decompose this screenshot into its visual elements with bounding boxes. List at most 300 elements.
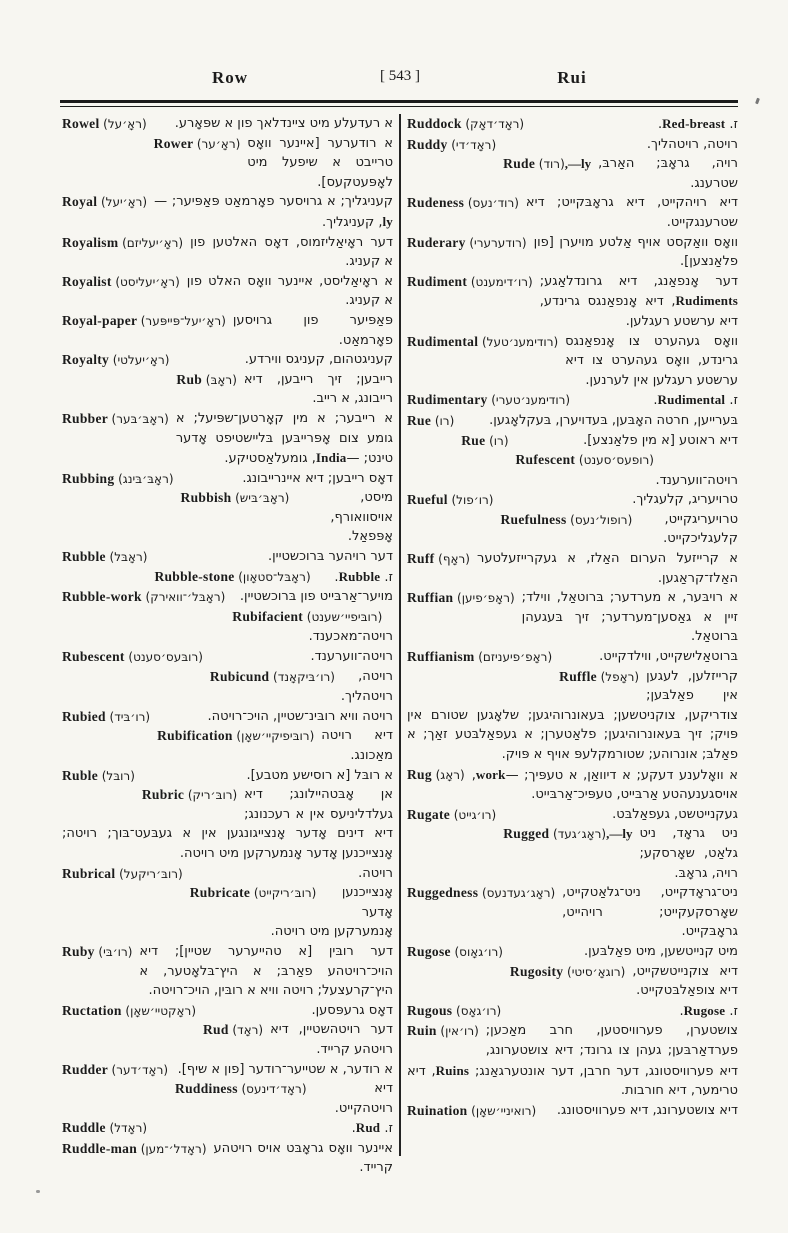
entry-definition: א וואָלענע דעקע; א דיוואַן, א טעפּיך; —work, אויסגענעהטע אַרבּייט, טעפּיכ־אַרבּייט. (471, 766, 738, 803)
latin-cross-reference: work (475, 766, 506, 782)
headword-text: Rubifacient (232, 608, 307, 624)
headword-text: Ructation (62, 1002, 126, 1018)
headword-text: Rubric (141, 787, 188, 803)
dictionary-entry (62, 1079, 393, 1118)
entry-headword (407, 272, 533, 293)
entry-headword (62, 1001, 196, 1022)
pronunciation: (ראָקטיי׳שאָן) (125, 1003, 196, 1018)
entry-definition: אן אָבּטהיילונג; דיא געלדליניעס אין א רעכנונג; דיא דינים אָדער אָנצייגונגען אין א געבּעט־בּוך; רויטה; אָנצייכנען אָדער אָנמערקען מיט רויטה. (62, 787, 393, 861)
entry-headword (62, 350, 169, 371)
entry-headword (503, 154, 591, 175)
latin-cross-reference: Ruins (435, 1062, 470, 1078)
headword-text: Ruddle-man (62, 1140, 141, 1156)
entry-headword (407, 114, 524, 135)
entry-definition: רויטה־מאכענד. (308, 629, 393, 645)
pronunciation: (רו) (489, 433, 509, 448)
entry-headword (154, 567, 310, 588)
entry-headword (510, 962, 625, 983)
entry-headword (62, 864, 183, 885)
pronunciation: (ראָג׳געדנעס) (481, 886, 556, 901)
pronunciation: (ראָפל) (600, 669, 640, 684)
dictionary-entry (62, 726, 393, 765)
headword-text: Royalist (62, 273, 116, 289)
entry-headword (62, 311, 226, 332)
entry-definition: ז. Rud. (351, 1120, 393, 1137)
headword-text: Rubification (157, 728, 237, 744)
entry-definition: א רעדעלע מיט ציינדלאך פון א שפּאָרע. (174, 116, 393, 131)
headword-text: Ruddock (407, 116, 466, 131)
entry-definition: א רייבער; א מין קאָרטען־שפּיעל; א גומע צום אָפּרייבּען בּליישטיפט אָדער טינט; —India, גומעלאַסטיקע. (175, 410, 393, 467)
dictionary-entry (407, 135, 738, 155)
entry-headword (407, 805, 496, 826)
dictionary-entry (407, 1021, 738, 1100)
headword-text: Rubber (62, 410, 112, 426)
entry-headword (407, 942, 503, 963)
latin-cross-reference: Rugose (683, 1002, 726, 1018)
entry-definition: צושטערן, פערוויסטען, חרב מאַכען; פערדאַרבּען; געהן צו גרונד; דיא צושטערונג, דיא פערוויסטונג, דער חרבן, דער אונטערגאַנג; Ruins, דיא טרימער, דיא חורבות. (407, 1023, 738, 1099)
entry-definition: געקנייטשט, געפאַלבּט. (612, 806, 738, 822)
entry-headword (503, 824, 632, 845)
entry-definition: מויער־אַרבּייט פון בּרוכשטיין. (239, 589, 393, 605)
headword-text: Rubied (62, 708, 110, 724)
entry-headword (407, 588, 515, 609)
guide-word-right: Rui (557, 68, 587, 87)
entry-headword (407, 647, 552, 668)
headword-text: Rue (407, 412, 435, 428)
pronunciation: (ראָפ׳פיען) (457, 591, 515, 606)
entry-definition: קרייזלען, לעגען אין פאַלבּען; צודריקען, צוקניטשען; בּעאונרוהיגען; שלאָגען שטורם אין פּויק; זיך בּעאונרוהיגען; פלאַטערן; א געפאַלבּטע זאַך; א פאַלבּ; אונרוהע; שטורמקלעפּ אויף א פּויק. (407, 668, 738, 762)
entry-headword (407, 332, 558, 353)
pronunciation: (ראָבּ׳בּער) (111, 411, 169, 426)
pronunciation: (ראָד׳דינעס) (241, 1082, 307, 1097)
headword-text: Ruffianism (407, 649, 479, 665)
pronunciation: (רו׳פול) (451, 493, 494, 508)
entry-headword (461, 431, 508, 452)
headword-text: Rudiment (407, 273, 471, 289)
dictionary-entry (407, 1001, 738, 1022)
pronunciation: (ראָדל) (109, 1121, 148, 1136)
pronunciation: (רופעס׳סענט) (578, 453, 654, 468)
dictionary-entry (407, 883, 738, 942)
entry-definition: דער אָנפאַנג, דיא גרונדלאַגע; Rudiments, דיא אָנפאַנגס גרינדע, דיא ערשטע רעגלען. (539, 273, 738, 329)
entry-definition: דער רויטהשטיין, דיא רויטהע קרייד. (270, 1022, 393, 1057)
entry-headword (407, 390, 570, 411)
headword-text: Rubble-work (62, 589, 146, 605)
pronunciation: (ראָד׳דער) (111, 1062, 169, 1077)
latin-cross-reference: ly (382, 213, 393, 229)
entry-definition: ז. Rubble. (334, 568, 393, 585)
entry-definition: דיא רויהקייט, דיא גראָבּקייט; דיא שטרענגקייט. (525, 195, 738, 230)
dictionary-entry (62, 114, 393, 134)
dictionary-entry (62, 1001, 393, 1021)
dictionary-entry (62, 488, 393, 547)
pronunciation: (רו׳דימענט) (470, 274, 533, 289)
headword-text: Rower (153, 135, 197, 151)
entry-definition: ניט־גראָדקייט, ניט־גלאַטקייט, שאָרסקעקייט; רויהייט, גראָבּקייט. (562, 885, 738, 940)
headword-text: Rugged (503, 826, 553, 842)
entry-definition: דיא רויטהקייט. (334, 1081, 393, 1116)
entry-definition: איינער וואָס גראָבּט אויס רויטהע קרייד. (213, 1140, 393, 1174)
entry-definition: רויטה־ווערענד. (310, 649, 393, 665)
pronunciation: (רו׳גאָס) (456, 1003, 502, 1018)
entry-definition: דיא רויטה מאַכונג. (321, 728, 393, 763)
entry-definition: רויטה־ווערענד. (655, 472, 738, 488)
headword-text: Royal-paper (62, 312, 141, 328)
entry-headword (62, 1118, 147, 1139)
column-divider (399, 114, 401, 1156)
entry-definition: דער רויהער בּרוכשטיין. (268, 549, 393, 565)
pronunciation: (ראָד) (232, 1023, 264, 1038)
headword-text: Rubble-stone (154, 568, 239, 584)
pronunciation: (רוד׳נעס) (467, 196, 519, 211)
page-number: [ 543 ] (380, 68, 420, 84)
pronunciation: (ראָד׳דאָק) (465, 117, 525, 131)
entry-definition: דאָס רייבען; דיא איינרייבונג. (242, 470, 393, 486)
headword-text: Ruby (62, 943, 99, 959)
headword-text: Rueful (407, 492, 452, 508)
headword-text: Ruefulness (500, 511, 571, 527)
headword-text: Rudeness (407, 195, 468, 211)
dictionary-entry (62, 567, 393, 588)
dictionary-entry (62, 1020, 393, 1059)
pronunciation: (רודימענ׳טעל) (481, 334, 559, 349)
headword-text: Ruination (407, 1102, 472, 1118)
dictionary-entry (62, 134, 393, 193)
headword-text: Rubescent (62, 649, 129, 665)
headword-text: Rudimentary (407, 392, 492, 408)
dictionary-entry (407, 962, 738, 1001)
entry-definition: א רודערער [איינער וואָס טרייבט א שיפעל מיט לאָפּעטקעס]. (247, 135, 393, 190)
entry-definition: דאָס גרעפּסען. (311, 1002, 393, 1018)
latin-cross-reference: Red-breast (662, 116, 726, 131)
headword-text: Rufescent (515, 452, 579, 468)
headword-text: Rudimental (407, 333, 482, 349)
headword-text: Ruffian (407, 590, 458, 606)
headword-text: Rug (407, 766, 436, 782)
dictionary-entry (407, 390, 738, 411)
entry-headword (154, 134, 241, 155)
dictionary-entry (62, 707, 393, 727)
dictionary-entry (62, 607, 393, 647)
pronunciation: (רופול׳נעס) (570, 512, 633, 527)
headword-text: Ruddle (62, 1120, 110, 1136)
entry-definition: קעניגליך; א גרויסער פאָרמאַט פּאַפּיער; —ly, קעניגליך. (154, 194, 393, 230)
entry-headword (407, 193, 519, 214)
entry-headword (176, 370, 236, 391)
entry-definition: דער רובּין [א טהייערער שטיין]; דיא הויכ־רויטהע פאַרבּ; א היץ־בּלאָטער, א היץ־קרעצעל; רויטה וויא א רובּין, הויכ־רויטה. (139, 943, 393, 999)
dictionary-entry (407, 411, 738, 431)
entry-headword (407, 549, 470, 570)
entry-definition: א רויבּער, א מערדער; בּרוטאַל, ווילד; זיין א גאַסען־מערדער; זיך בּעגעהן בּרוטאַל. (521, 590, 738, 645)
entry-headword (62, 707, 150, 728)
entry-definition: ניט גראָד, ניט גלאַט, שאָרסקע; רויה, גראָבּ. (639, 826, 738, 881)
dictionary-entry (62, 350, 393, 370)
dictionary-entry (62, 469, 393, 489)
entry-definition: טרויעריג, קלעגליך. (632, 492, 738, 508)
pronunciation: (ראָבּל׳־וואירק) (145, 590, 226, 605)
dictionary-entry (407, 154, 738, 193)
pronunciation: (רוד) (538, 157, 565, 172)
pronunciation: (ראָ׳יעליזם) (122, 235, 184, 250)
dictionary-entry (407, 805, 738, 825)
guide-word-left: Row (211, 68, 249, 87)
entry-definition: וואָס געהערט צו אָנפאַנגס גרינדע, וואָס געהערט צו דיא ערשטע רעגלען אין לערנען. (565, 333, 738, 388)
headword-suffix: ,—ly (564, 156, 592, 172)
entry-headword (62, 1139, 207, 1160)
headword-text: Rubbish (180, 490, 236, 506)
entry-headword (62, 192, 147, 213)
entry-headword (190, 883, 317, 904)
entry-definition: א רודער, א שטייער־רודער [פון א שיף]. (177, 1061, 393, 1077)
dictionary-entry (62, 785, 393, 863)
entry-definition: דיא צוקנייטשקייט, דיא צופאַלבּטקייט. (632, 963, 738, 999)
headword-text: Ruffle (559, 668, 601, 684)
dictionary-entry (62, 311, 393, 350)
latin-cross-reference: Rubble (338, 568, 381, 584)
dictionary-entry (62, 883, 393, 942)
entry-headword (407, 135, 496, 156)
pronunciation: (רו׳בּיקאָנד) (273, 669, 335, 684)
pronunciation: (ראָ׳יעל) (100, 195, 148, 210)
pronunciation: (ראָג) (435, 767, 465, 782)
pronunciation: (ראָ׳יעליסט) (115, 274, 180, 289)
entry-definition: דער ראָיאַליזמוס, דאָס האלטען פון א קעניג. (190, 234, 393, 270)
entry-definition: רויטה, רויטהליך. (340, 668, 393, 705)
entry-headword (407, 883, 555, 904)
headword-text: Rubbing (62, 470, 119, 486)
headword-text: Rowel (62, 116, 104, 131)
dictionary-entry (407, 272, 738, 332)
headword-text: Royalism (62, 234, 123, 250)
entry-definition: פּאַפּיער פון גרויסען פאָרמאַט. (232, 312, 393, 348)
entry-headword (62, 233, 183, 254)
pronunciation: (רודערערי) (469, 235, 527, 250)
entry-definition: רויטה. (358, 865, 393, 881)
entry-definition: ז. Rugose. (679, 1002, 738, 1019)
pronunciation: (ראָ׳על) (103, 117, 147, 131)
entry-definition: רויטה וויא רובּינ־שטיין, הויכ־רויטה. (207, 708, 393, 724)
dictionary-entry (407, 114, 738, 135)
headword-text: Rubble (62, 549, 110, 565)
headword-text: Rud (203, 1022, 233, 1038)
dictionary-entry (62, 942, 393, 1001)
dictionary-entry (407, 824, 738, 883)
entry-headword (516, 450, 654, 471)
latin-cross-reference: India (315, 450, 347, 466)
entry-headword (62, 409, 169, 430)
entry-headword (62, 547, 147, 568)
entry-definition: רויה, גראָבּ; האַרבּ, שטרענג. (598, 156, 738, 191)
dictionary-entry (62, 1060, 393, 1080)
headword-text: Rugosity (509, 963, 568, 979)
dictionary-entry (62, 667, 393, 707)
pronunciation: (רודימענ׳טערי) (491, 393, 571, 408)
pronunciation: (רו׳גייט) (453, 807, 497, 822)
pronunciation: (רובּ׳ריק) (187, 788, 238, 803)
entry-definition: דיא צושטערונג, דיא פערוויסטונג. (556, 1102, 738, 1118)
headword-text: Rudder (62, 1061, 112, 1077)
entry-headword (559, 667, 639, 688)
pronunciation: (ראָף) (438, 552, 470, 567)
entry-definition: דיא ראוטע [א מין פלאַנצע]. (583, 432, 738, 448)
dictionary-entry (407, 332, 738, 391)
entry-headword (407, 765, 465, 786)
dictionary-entry (62, 547, 393, 567)
pronunciation: (רובּ׳ריקעל) (119, 866, 183, 881)
entry-headword (62, 469, 174, 490)
entry-definition: בּערייען, חרטה האָבּען, בּעדויערן, בּעקלאָגען. (489, 412, 738, 428)
entry-headword (181, 488, 290, 509)
dictionary-entry (62, 272, 393, 311)
dictionary-entry (407, 1101, 738, 1121)
entry-headword (407, 1101, 536, 1122)
headword-text: Royal (62, 194, 101, 210)
latin-cross-reference: Rudiments (675, 293, 738, 309)
headword-text: Rubicund (209, 668, 274, 684)
pronunciation: (רו׳אין) (440, 1024, 479, 1039)
dictionary-entry (62, 1139, 393, 1174)
header-rule (60, 100, 738, 107)
entry-headword (210, 667, 335, 688)
pronunciation: (רו׳בּיד) (109, 709, 151, 724)
pronunciation: (רו׳בּי) (98, 944, 133, 959)
entry-headword (175, 1079, 306, 1100)
entry-headword (203, 1020, 263, 1041)
entry-definition: טרויעריגקייט, קלעגליכקייט. (663, 511, 738, 547)
entry-definition: מיסט, אויסוואורף, אָפּפאַל. (330, 490, 393, 545)
entry-headword (142, 785, 237, 806)
headword-text: Ruble (62, 767, 102, 783)
entry-definition: קעניגטהום, קעניגס ווירדע. (244, 352, 393, 368)
left-column (62, 114, 393, 1174)
dictionary-entry (407, 510, 738, 549)
headword-suffix: ,—ly (606, 826, 633, 842)
entry-definition: ז. Red-breast. (657, 116, 738, 132)
latin-cross-reference: Rud (355, 1120, 381, 1136)
headword-text: Rugous (407, 1002, 456, 1018)
entry-headword (62, 587, 225, 608)
entry-headword (407, 233, 527, 254)
pronunciation: (ראָ׳ער) (196, 136, 241, 151)
dictionary-entry (62, 766, 393, 786)
dictionary-entry (407, 233, 738, 272)
entry-headword (62, 647, 203, 668)
headword-text: Ruddiness (175, 1081, 242, 1097)
entry-headword (62, 114, 147, 135)
pronunciation: (רוגאָ׳סיטי) (567, 964, 626, 979)
dictionary-entry (407, 431, 738, 451)
entry-definition: א ראָיאַליסט, איינער וואָס האלט פון א קעניג. (186, 273, 393, 309)
scan-speck (755, 98, 760, 105)
pronunciation: (ראָבּ׳בּיש) (235, 491, 290, 506)
headword-text: Rubricate (189, 885, 254, 901)
dictionary-entry (407, 193, 738, 232)
dictionary-entry (62, 587, 393, 607)
entry-headword (62, 942, 132, 963)
dictionary-entry (407, 667, 738, 765)
dictionary-entry (407, 765, 738, 805)
pronunciation: (רובּעס׳סענט) (128, 650, 203, 665)
dictionary-entry (407, 588, 738, 647)
entry-headword (62, 272, 180, 293)
pronunciation: (ראָ׳יעלטי) (112, 353, 170, 368)
entry-headword (407, 411, 454, 432)
dictionary-columns (62, 114, 740, 1174)
dictionary-entry (62, 370, 393, 409)
headword-text: Rue (461, 432, 490, 448)
headword-text: Rude (503, 156, 539, 172)
entry-headword (500, 510, 632, 531)
dictionary-entry (407, 942, 738, 962)
entry-definition: בּרוטאַלישקייט, ווילדקייט. (599, 649, 738, 665)
pronunciation: (ראָבּ) (205, 372, 237, 387)
pronunciation: (רו׳גאָוס) (454, 944, 503, 959)
entry-definition: וואָס וואַקסט אויף אַלטע מויערן [פון פלאַנצען]. (533, 234, 738, 270)
entry-definition: א קרייזעל הערום האַלז, א געקרייזעלטער האַלז־קראַגען. (476, 551, 738, 586)
dictionary-entry (407, 490, 738, 510)
headword-text: Rubrical (62, 865, 120, 881)
pronunciation: (ראָד׳די) (451, 137, 497, 152)
entry-headword (232, 607, 382, 628)
entry-definition: רויטה, רויטהליך. (646, 136, 738, 152)
headword-text: Rugate (407, 806, 454, 822)
dictionary-entry (407, 549, 738, 588)
dictionary-entry (407, 450, 738, 490)
headword-text: Rugose (407, 943, 455, 959)
headword-text: Ruin (407, 1023, 441, 1039)
dictionary-entry (62, 647, 393, 667)
pronunciation: (ראָבּ׳בּינג) (118, 471, 174, 486)
entry-headword (62, 766, 135, 787)
headword-text: Ruggedness (407, 885, 482, 901)
pronunciation: (ראָג׳געד) (552, 827, 607, 842)
scan-speck (36, 1190, 40, 1193)
right-column (407, 114, 738, 1174)
pronunciation: (רובּל) (101, 768, 135, 783)
entry-definition: א רובּל [א רוסישע מטבע]. (246, 767, 393, 783)
pronunciation: (רו) (434, 413, 455, 428)
pronunciation: (ראָבּל־סטאָון) (238, 569, 311, 584)
pronunciation: (רובּיפיי׳שענט) (306, 609, 383, 624)
entry-headword (407, 1021, 479, 1042)
pronunciation: (רובּיפיקיי׳שאָן) (236, 729, 315, 744)
pronunciation: (ראָדל׳־מען) (140, 1141, 207, 1156)
pronunciation: (רואיניי׳שאָן) (471, 1103, 537, 1118)
dictionary-entry (62, 192, 393, 232)
entry-definition: מיט קנייטשען, מיט פאַלבּען. (584, 943, 738, 959)
entry-headword (407, 1001, 501, 1022)
headword-text: Ruddy (407, 136, 452, 152)
entry-definition: ז. Rudimental. (653, 392, 738, 409)
dictionary-entry (407, 647, 738, 667)
headword-text: Ruff (407, 551, 439, 567)
latin-cross-reference: Rudimental (657, 392, 726, 408)
dictionary-entry (62, 864, 393, 884)
pronunciation: (רובּ׳ריקייט) (253, 886, 317, 901)
headword-text: Ruderary (407, 234, 470, 250)
dictionary-entry (62, 1118, 393, 1139)
entry-definition: אָנצייכנען אָדער אָנמערקען מיט רויטה. (270, 885, 393, 940)
pronunciation: (ראָבּל) (109, 550, 148, 565)
headword-text: Rub (176, 371, 206, 387)
entry-headword (62, 1060, 168, 1081)
dictionary-entry (62, 233, 393, 272)
entry-headword (157, 726, 314, 747)
pronunciation: (ראָ׳יעל־פּייפּער) (140, 313, 226, 328)
dictionary-entry (62, 409, 393, 469)
pronunciation: (ראָפ׳פיעניזם) (478, 650, 553, 665)
headword-text: Royalty (62, 352, 113, 368)
